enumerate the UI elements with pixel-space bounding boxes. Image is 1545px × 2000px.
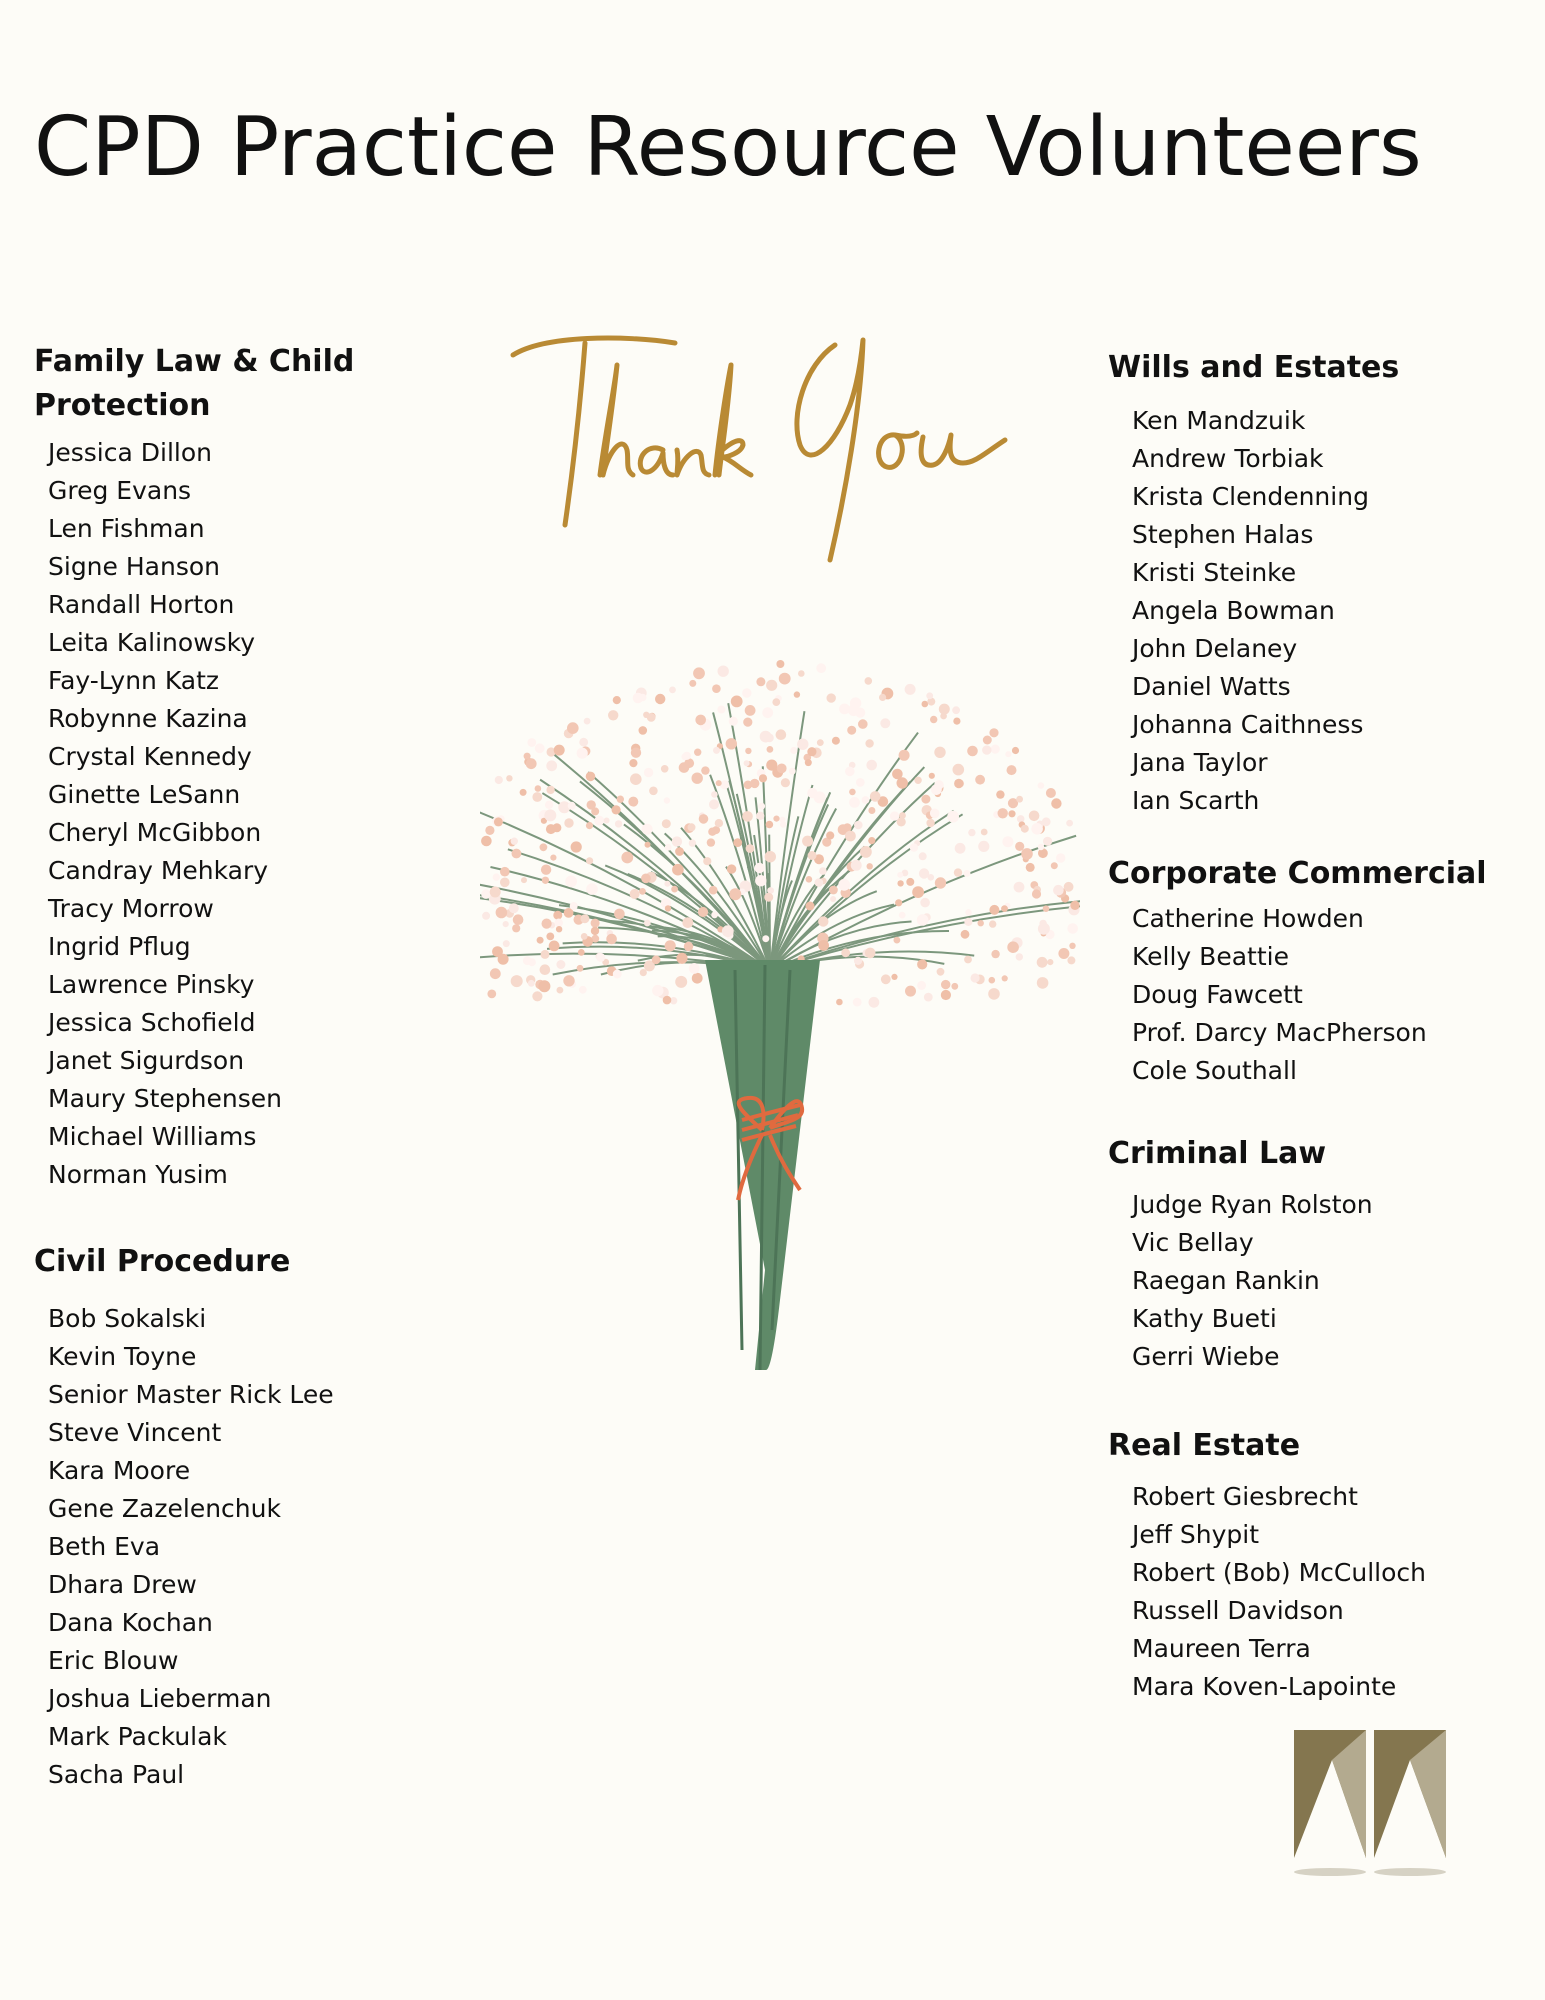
section-wills-estates	[1108, 346, 1528, 820]
section-corporate-commercial	[1108, 852, 1528, 1090]
volunteer-name: Randall Horton	[48, 590, 235, 619]
volunteer-list	[1108, 402, 1528, 820]
volunteer-name: Len Fishman	[48, 514, 205, 543]
volunteer-name: John Delaney	[1132, 634, 1298, 663]
volunteer-name: Tracy Morrow	[48, 894, 214, 923]
volunteer-name: Russell Davidson	[1132, 1596, 1344, 1625]
volunteer-name: Maureen Terra	[1132, 1634, 1311, 1663]
volunteer-name: Raegan Rankin	[1132, 1266, 1320, 1295]
page-title: CPD Practice Resource Volunteers	[34, 100, 1422, 195]
volunteer-name: Cole Southall	[1132, 1056, 1297, 1085]
volunteer-name: Doug Fawcett	[1132, 980, 1303, 1009]
volunteer-name: Vic Bellay	[1132, 1228, 1254, 1257]
volunteer-name: Robert Giesbrecht	[1132, 1482, 1358, 1511]
volunteer-name: Fay-Lynn Katz	[48, 666, 220, 695]
volunteer-name: Mara Koven-Lapointe	[1132, 1672, 1397, 1701]
volunteer-name: Norman Yusim	[48, 1160, 228, 1189]
volunteer-name: Andrew Torbiak	[1132, 444, 1324, 473]
volunteer-name: Leita Kalinowsky	[48, 628, 256, 657]
section-family-law	[34, 340, 414, 1194]
volunteer-name: Crystal Kennedy	[48, 742, 252, 771]
volunteer-name: Gerri Wiebe	[1132, 1342, 1280, 1371]
volunteer-name: Beth Eva	[48, 1532, 161, 1561]
volunteer-name: Prof. Darcy MacPherson	[1132, 1018, 1427, 1047]
volunteer-name: Kelly Beattie	[1132, 942, 1289, 971]
thank-you-script	[505, 325, 1025, 575]
volunteer-name: Candray Mehkary	[48, 856, 269, 885]
volunteer-name: Mark Packulak	[48, 1722, 227, 1751]
volunteer-name: Maury Stephensen	[48, 1084, 282, 1113]
volunteer-name: Jessica Schofield	[48, 1008, 256, 1037]
volunteer-name: Greg Evans	[48, 476, 192, 505]
section-heading: Family Law & Child Protection	[34, 344, 355, 423]
volunteer-name: Bob Sokalski	[48, 1304, 207, 1333]
volunteer-list	[34, 434, 414, 1194]
volunteer-name: Ian Scarth	[1132, 786, 1260, 815]
volunteer-name: Gene Zazelenchuk	[48, 1494, 281, 1523]
section-heading: Civil Procedure	[34, 1244, 291, 1279]
volunteer-name: Eric Blouw	[48, 1646, 179, 1675]
volunteer-name: Johanna Caithness	[1132, 710, 1364, 739]
volunteer-name: Jana Taylor	[1132, 748, 1268, 777]
section-heading: Corporate Commercial	[1108, 856, 1487, 891]
volunteer-name: Sacha Paul	[48, 1760, 185, 1789]
volunteer-name: Kevin Toyne	[48, 1342, 197, 1371]
section-criminal-law	[1108, 1132, 1528, 1376]
volunteer-name: Ginette LeSann	[48, 780, 241, 809]
section-real-estate	[1108, 1424, 1528, 1706]
section-heading: Wills and Estates	[1108, 350, 1400, 385]
volunteer-list	[1108, 900, 1528, 1090]
volunteer-name: Robert (Bob) McCulloch	[1132, 1558, 1426, 1587]
volunteer-name: Ken Mandzuik	[1132, 406, 1306, 435]
volunteer-name: Judge Ryan Rolston	[1132, 1190, 1373, 1219]
volunteer-name: Signe Hanson	[48, 552, 220, 581]
volunteer-name: Senior Master Rick Lee	[48, 1380, 334, 1409]
volunteer-name: Robynne Kazina	[48, 704, 248, 733]
volunteer-list	[34, 1300, 414, 1794]
volunteer-name: Kara Moore	[48, 1456, 191, 1485]
volunteer-name: Janet Sigurdson	[48, 1046, 245, 1075]
section-civil-procedure	[34, 1240, 414, 1794]
volunteer-name: Catherine Howden	[1132, 904, 1364, 933]
section-heading: Real Estate	[1108, 1428, 1301, 1463]
volunteer-name: Steve Vincent	[48, 1418, 222, 1447]
volunteer-name: Krista Clendenning	[1132, 482, 1369, 511]
volunteer-name: Kathy Bueti	[1132, 1304, 1277, 1333]
volunteer-name: Lawrence Pinsky	[48, 970, 255, 999]
volunteer-list	[1108, 1478, 1528, 1706]
volunteer-name: Dhara Drew	[48, 1570, 197, 1599]
volunteer-list	[1108, 1186, 1528, 1376]
organization-logo	[1292, 1730, 1452, 1880]
volunteer-name: Ingrid Pflug	[48, 932, 191, 961]
volunteer-name: Joshua Lieberman	[48, 1684, 272, 1713]
volunteer-name: Stephen Halas	[1132, 520, 1314, 549]
volunteer-name: Daniel Watts	[1132, 672, 1291, 701]
volunteer-name: Michael Williams	[48, 1122, 257, 1151]
volunteer-name: Dana Kochan	[48, 1608, 213, 1637]
volunteer-name: Jessica Dillon	[48, 438, 212, 467]
flower-bouquet-illustration	[480, 570, 1080, 1370]
volunteer-name: Jeff Shypit	[1132, 1520, 1260, 1549]
volunteer-name: Cheryl McGibbon	[48, 818, 262, 847]
section-heading: Criminal Law	[1108, 1136, 1327, 1171]
volunteer-name: Angela Bowman	[1132, 596, 1335, 625]
volunteer-name: Kristi Steinke	[1132, 558, 1297, 587]
